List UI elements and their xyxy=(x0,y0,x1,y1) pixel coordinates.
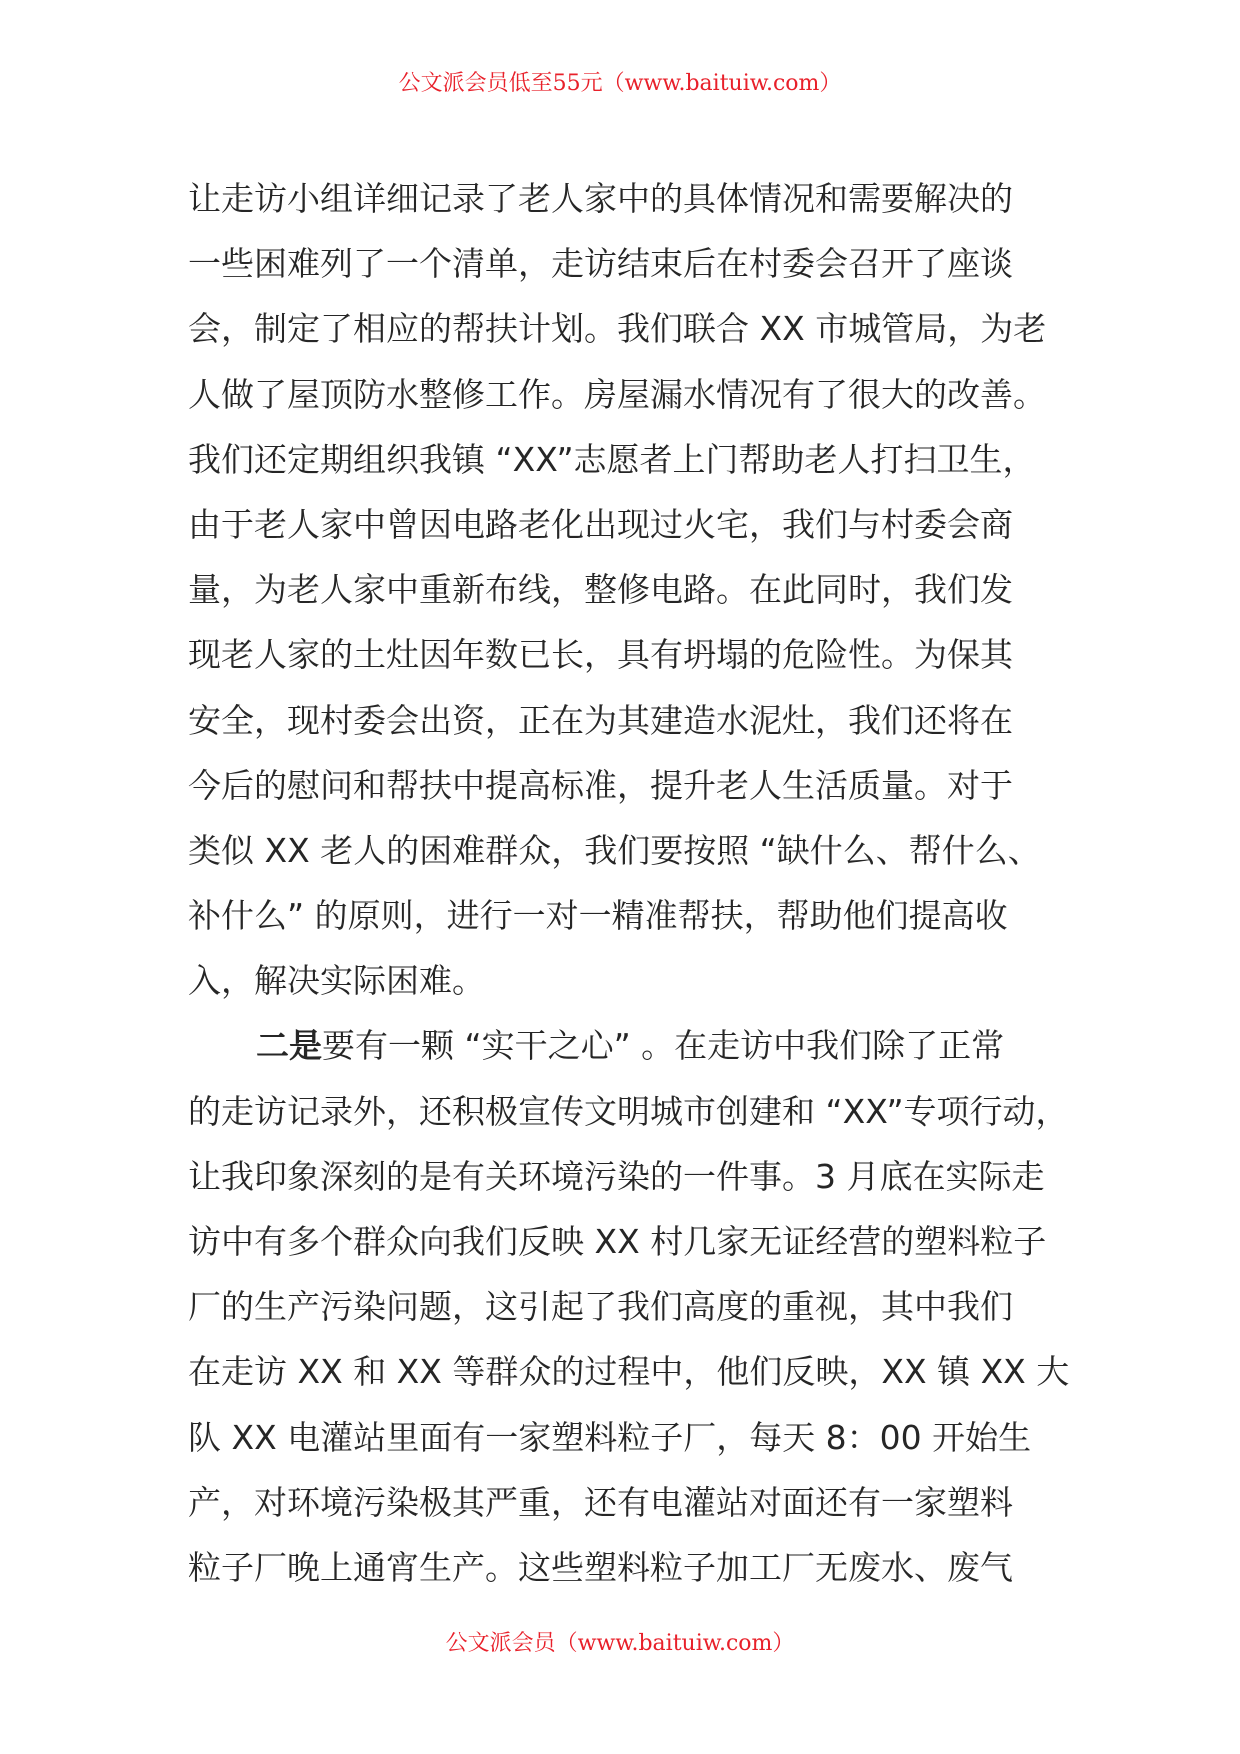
paragraph-line: 由于老人家中曾因电路老化出现过火宅，我们与村委会商 xyxy=(188,504,1013,544)
paragraph-line: 会，制定了相应的帮扶计划。我们联合 XX 市城管局，为老 xyxy=(188,309,1047,349)
paragraph-line: 量，为老人家中重新布线，整修电路。在此同时，我们发 xyxy=(188,570,1013,610)
paragraph-line: 粒子厂晚上通宵生产。这些塑料粒子加工厂无废水、废气 xyxy=(188,1547,1013,1587)
paragraph-line: 今后的慰问和帮扶中提高标准，提升老人生活质量。对于 xyxy=(188,765,1013,805)
paragraph-line: 类似 XX 老人的困难群众，我们要按照 “缺什么、帮什么、 xyxy=(188,830,1041,870)
document-body xyxy=(188,166,1088,1600)
paragraph-line: 我们还定期组织我镇 “XX”志愿者上门帮助老人打扫卫生， xyxy=(188,439,1036,479)
paragraph-line: 一些困难列了一个清单，走访结束后在村委会召开了座谈 xyxy=(188,244,1013,284)
paragraph-line: 补什么” 的原则，进行一对一精准帮扶，帮助他们提高收 xyxy=(188,896,1008,936)
paragraph-first-line xyxy=(188,1013,1088,1078)
paragraph-line: 的走访记录外，还积极宣传文明城市创建和 “XX”专项行动， xyxy=(188,1091,1069,1131)
paragraph-line: 访中有多个群众向我们反映 XX 村几家无证经营的塑料粒子 xyxy=(188,1222,1047,1261)
paragraph-line: 厂的生产污染问题，这引起了我们高度的重视，其中我们 xyxy=(188,1287,1013,1327)
paragraph-line: 产，对环境污染极其严重，还有电灌站对面还有一家塑料 xyxy=(188,1482,1013,1522)
paragraph-line: 让走访小组详细记录了老人家中的具体情况和需要解决的 xyxy=(188,179,1013,218)
footer-watermark-text: 公文派会员（www.baituiw.com） xyxy=(445,1631,795,1656)
paragraph-line: 在走访 XX 和 XX 等群众的过程中，他们反映，XX 镇 XX 大 xyxy=(188,1352,1070,1392)
header-watermark-text: 公文派会员低至55元（www.baituiw.com） xyxy=(398,71,842,96)
paragraph-lead-bold: 二是 xyxy=(256,1026,322,1066)
paragraph-line: 人做了屋顶防水整修工作。房屋漏水情况有了很大的改善。 xyxy=(188,374,1046,414)
paragraph-first-line-text: 要有一颗 “实干之心” 。在走访中我们除了正常 xyxy=(322,1026,1005,1066)
paragraph-line: 队 XX 电灌站里面有一家塑料粒子厂，每天 8：00 开始生 xyxy=(188,1417,1032,1457)
paragraph-line: 现老人家的土灶因年数已长，具有坍塌的危险性。为保其 xyxy=(188,635,1013,675)
paragraph-line: 让我印象深刻的是有关环境污染的一件事。3 月底在实际走 xyxy=(188,1156,1045,1196)
paragraph-line: 入，解决实际困难。 xyxy=(188,961,485,1001)
paragraph-line: 安全，现村委会出资，正在为其建造水泥灶，我们还将在 xyxy=(188,700,1013,740)
